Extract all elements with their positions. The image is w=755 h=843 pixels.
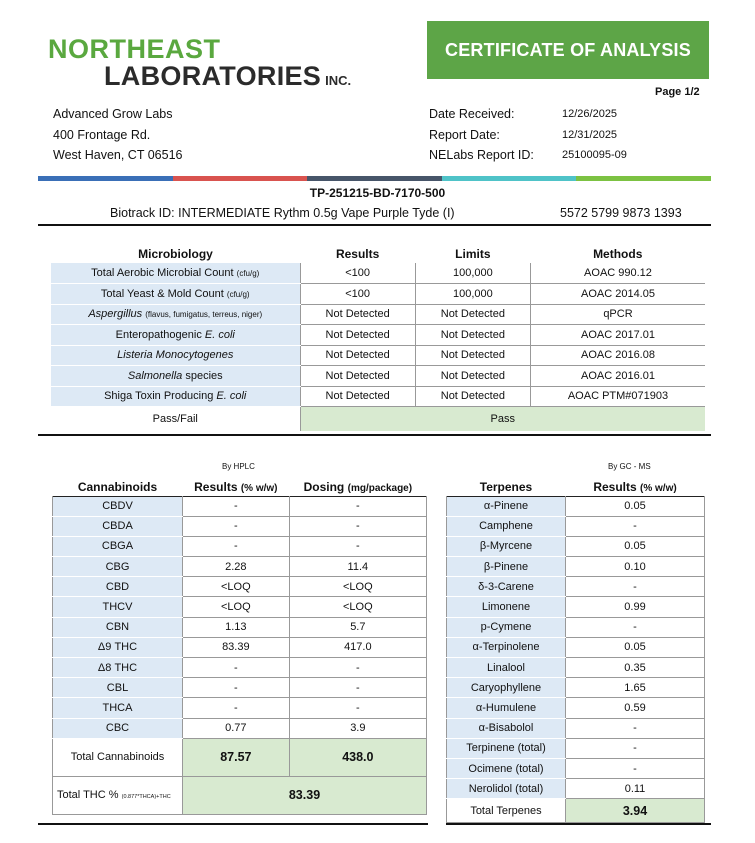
total-thc-row [53,776,427,814]
terpenes-table [446,478,705,823]
terpene-name: Ocimene (total) [447,758,566,778]
table-row [447,516,705,536]
table-row [447,496,705,516]
result-cell: <LOQ [183,577,290,597]
result-cell: - [183,658,290,678]
cannabinoid-name: THCV [53,597,183,617]
result-cell: Not Detected [300,366,415,387]
dosing-cell: - [289,678,426,698]
report-id-label: NELabs Report ID: [429,148,534,162]
page-number: Page 1/2 [655,86,700,98]
table-row [53,557,427,577]
client-address [53,104,182,166]
table-row [447,597,705,617]
cannabinoids-table [52,478,427,815]
table-row [53,678,427,698]
document-title: CERTIFICATE OF ANALYSIS [427,21,709,79]
table-row [53,577,427,597]
total-thc-label: Total THC % (0.877*THCA)+THC [53,776,183,814]
table-row [51,304,705,325]
date-received-label: Date Received: [429,107,515,121]
result-cell: - [183,678,290,698]
table-row [447,738,705,758]
divider [38,823,428,825]
result-cell: <100 [300,284,415,305]
dosing-cell: 417.0 [289,637,426,657]
client-name: Advanced Grow Labs [53,107,173,121]
method-cell: AOAC 2016.08 [530,345,705,366]
dosing-cell: <LOQ [289,597,426,617]
logo-line-2 [104,63,351,94]
terpene-name: α-Bisabolol [447,718,566,738]
result-cell: <LOQ [183,597,290,617]
table-row [51,284,705,305]
result-cell: - [183,698,290,718]
terpene-name: α-Humulene [447,698,566,718]
result-cell: - [566,617,705,637]
table-row [447,617,705,637]
result-cell: Not Detected [300,386,415,407]
client-street: 400 Frontage Rd. [53,127,151,142]
table-row [53,658,427,678]
test-name: Total Yeast & Mold Count (cfu/g) [51,284,300,305]
total-terpenes-row [447,799,705,823]
limit-cell: Not Detected [415,345,530,366]
table-row [447,698,705,718]
cannabinoid-name: THCA [53,698,183,718]
cannabinoid-name: Δ8 THC [53,658,183,678]
dosing-cell: 5.7 [289,617,426,637]
total-cannabinoids-row [53,738,427,776]
table-row [447,637,705,657]
result-cell: - [566,718,705,738]
column-header: Results [335,247,380,261]
column-header: Terpenes [479,479,533,494]
terpene-name: α-Pinene [447,496,566,516]
report-meta [429,104,627,166]
table-row [53,536,427,556]
result-cell: Not Detected [300,345,415,366]
hplc-note: By HPLC [222,462,255,471]
result-cell: 1.65 [566,678,705,698]
table-row [447,658,705,678]
table-row [53,637,427,657]
terpene-name: Limonene [447,597,566,617]
table-row [447,779,705,799]
pass-fail-value: Pass [300,407,705,431]
total-cannabinoids-label: Total Cannabinoids [53,738,183,776]
result-cell: 0.11 [566,779,705,799]
biotrack-label: Biotrack ID: [110,206,175,220]
terpene-name: Caryophyllene [447,678,566,698]
dosing-cell: 3.9 [289,718,426,738]
table-header-row [447,478,705,496]
client-city: West Haven, CT 06516 [53,148,183,162]
table-row [447,557,705,577]
pass-fail-row [51,407,705,431]
terpene-name: β-Pinene [447,557,566,577]
sample-description: INTERMEDIATE Rythm 0.5g Vape Purple Tyde (I) [178,206,455,220]
table-row [51,366,705,387]
result-cell: 0.99 [566,597,705,617]
result-cell: <100 [300,263,415,284]
table-row [51,263,705,284]
table-row [447,678,705,698]
cannabinoid-name: CBN [53,617,183,637]
method-cell: qPCR [530,304,705,325]
table-row [51,325,705,346]
result-cell: - [183,536,290,556]
table-header-row [53,478,427,496]
terpene-name: β-Myrcene [447,536,566,556]
logo-suffix: INC. [325,73,352,88]
divider [38,224,711,226]
table-row [53,597,427,617]
column-header: Results (% w/w) [194,479,278,494]
method-cell: AOAC 990.12 [530,263,705,284]
table-row [447,718,705,738]
date-received-value: 12/26/2025 [562,108,618,120]
test-name: Listeria Monocytogenes [51,345,300,366]
table-row [447,536,705,556]
report-id-value: 25100095-09 [562,149,627,161]
result-cell: Not Detected [300,325,415,346]
limit-cell: 100,000 [415,284,530,305]
table-row [53,516,427,536]
method-cell: AOAC 2014.05 [530,284,705,305]
color-divider [38,176,711,181]
color-segment [576,176,711,181]
method-cell: AOAC 2016.01 [530,366,705,387]
cannabinoid-name: CBGA [53,536,183,556]
table-row [53,718,427,738]
table-row [53,617,427,637]
terpene-name: δ-3-Carene [447,577,566,597]
biotrack-line [110,206,455,220]
divider [38,434,711,436]
column-header: Cannabinoids [77,479,158,494]
report-date-value: 12/31/2025 [562,128,618,141]
result-cell: - [566,577,705,597]
total-terpenes-label: Total Terpenes [447,799,566,823]
test-name: Enteropathogenic E. coli [51,325,300,346]
terpene-name: p-Cymene [447,617,566,637]
table-row [447,577,705,597]
logo-line-1: NORTHEAST [48,34,221,64]
table-header-row [51,245,705,263]
dosing-cell: - [289,536,426,556]
limit-cell: 100,000 [415,263,530,284]
microbiology-table [51,245,705,431]
method-cell: AOAC PTM#071903 [530,386,705,407]
limit-cell: Not Detected [415,325,530,346]
column-header: Results (% w/w) [593,479,677,494]
gcms-note: By GC - MS [608,462,651,471]
color-segment [307,176,442,181]
terpene-name: Terpinene (total) [447,738,566,758]
dosing-cell: - [289,516,426,536]
company-logo [48,36,351,94]
result-cell: - [566,738,705,758]
dosing-cell: - [289,496,426,516]
result-cell: 0.59 [566,698,705,718]
sample-id: TP-251215-BD-7170-500 [309,186,446,200]
cannabinoid-name: CBG [53,557,183,577]
total-cannabinoids-dosing: 438.0 [289,738,426,776]
result-cell: 0.77 [183,718,290,738]
logo-line-2-text: LABORATORIES [104,61,322,91]
test-name: Aspergillus (flavus, fumigatus, terreus, niger) [51,304,300,325]
column-header: Microbiology [138,247,213,261]
result-cell: 0.35 [566,658,705,678]
limit-cell: Not Detected [415,304,530,325]
column-header: Dosing (mg/package) [303,479,413,494]
terpene-name: Linalool [447,658,566,678]
total-thc-value: 83.39 [183,776,427,814]
color-segment [38,176,173,181]
total-cannabinoids-result: 87.57 [183,738,290,776]
result-cell: - [183,516,290,536]
result-cell: - [566,758,705,778]
table-row [447,758,705,778]
result-cell: 0.05 [566,536,705,556]
test-name: Total Aerobic Microbial Count (cfu/g) [51,263,300,284]
table-row [51,345,705,366]
report-date-label: Report Date: [429,127,500,142]
limit-cell: Not Detected [415,366,530,387]
terpene-name: α-Terpinolene [447,637,566,657]
cannabinoid-name: CBDV [53,496,183,516]
test-name: Shiga Toxin Producing E. coli [51,386,300,407]
column-header: Methods [593,247,643,261]
dosing-cell: <LOQ [289,577,426,597]
total-terpenes-value: 3.94 [566,799,705,823]
result-cell: 2.28 [183,557,290,577]
result-cell: 0.10 [566,557,705,577]
color-segment [173,176,308,181]
result-cell: Not Detected [300,304,415,325]
terpene-name: Camphene [447,516,566,536]
cannabinoid-name: CBDA [53,516,183,536]
table-row [53,496,427,516]
test-name: Salmonella species [51,366,300,387]
biotrack-code: 5572 5799 9873 1393 [560,206,682,220]
result-cell: - [183,496,290,516]
method-cell: AOAC 2017.01 [530,325,705,346]
cannabinoid-name: CBC [53,718,183,738]
result-cell: 0.05 [566,496,705,516]
result-cell: - [566,516,705,536]
result-cell: 1.13 [183,617,290,637]
result-cell: 83.39 [183,637,290,657]
divider [446,823,711,825]
table-row [53,698,427,718]
cannabinoid-name: CBL [53,678,183,698]
dosing-cell: - [289,658,426,678]
column-header: Limits [455,247,491,261]
cannabinoid-name: CBD [53,577,183,597]
terpene-name: Nerolidol (total) [447,779,566,799]
result-cell: 0.05 [566,637,705,657]
limit-cell: Not Detected [415,386,530,407]
cannabinoid-name: Δ9 THC [53,637,183,657]
dosing-cell: - [289,698,426,718]
table-row [51,386,705,407]
dosing-cell: 11.4 [289,557,426,577]
color-segment [442,176,577,181]
pass-fail-label: Pass/Fail [51,407,300,431]
